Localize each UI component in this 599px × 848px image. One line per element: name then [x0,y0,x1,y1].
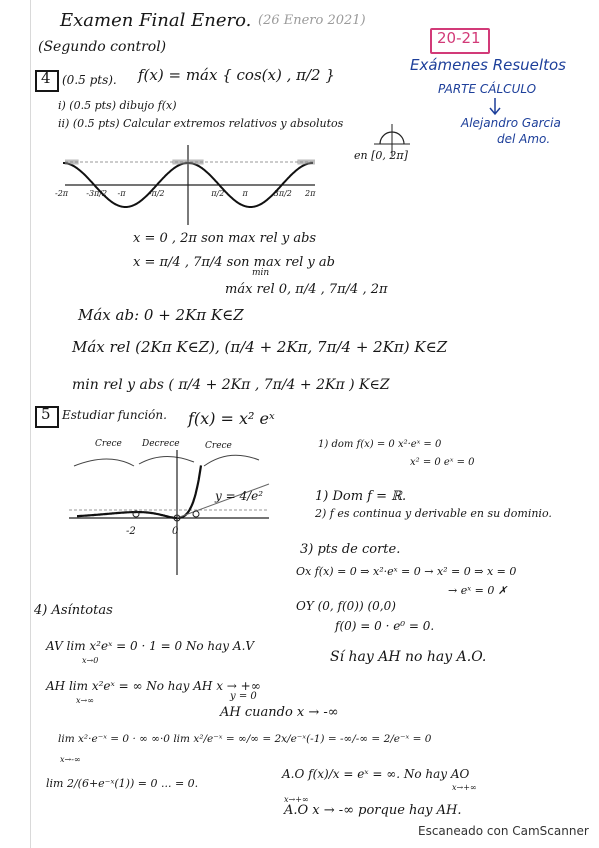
asintota-vertical: AV lim x²eˣ = 0 · 1 = 0 No hay A.V [46,639,255,653]
problem-4-line1: x = 0 , 2π son max rel y abs [133,231,317,246]
cos-graph-tick-label: π [242,189,248,198]
asintota-limit-2: lim x²·e⁻ˣ = 0 · ∞ ∞·0 lim x²/e⁻ˣ = ∞/∞ = 2x/e⁻ˣ(-1) = -∞/-∞ = 2/e⁻ˣ = 0 [58,733,432,745]
cos-graph-tick-label: 2π [305,189,316,198]
problem-5-function: f(x) = x² eˣ [188,409,275,428]
cos-graph-tick-label: π/2 [211,189,225,198]
page-margin-line [30,0,31,848]
exam-date: (26 Enero 2021) [258,13,366,28]
problem-5-right3: 2) f es continua y derivable en su dominio. [315,507,552,520]
problem-5-right6: OY (0, f(0)) (0,0) [296,599,396,613]
problem-4-item2: ii) (0.5 pts) Calcular extremos relativos y absolutos [58,117,344,130]
asintota-oblicua: A.O f(x)/x = eˣ = ∞. No hay AO [282,767,470,781]
course-badge: 20-21 [437,29,481,47]
problem-4-points: (0.5 pts). [62,73,117,87]
cos-max-graph [60,140,320,230]
problem-4-function: f(x) = máx { cos(x) , π/2 } [138,66,335,84]
problem-5-right1b: x² = 0 eˣ = 0 [410,457,475,468]
problem-5-right6b: f(0) = 0 · e⁰ = 0. [335,619,435,633]
graph-label-x-zero: 0 [172,526,179,537]
problem-4-line5: Máx rel (2Kπ K∈Z), (π/4 + 2Kπ, 7π/4 + 2Kπ) K∈Z [72,338,448,356]
graph-label-asymptote: y = 4/e² [215,489,264,503]
asintota-horizontal-left: AH cuando x → -∞ [220,705,339,720]
problem-5-right1: 1) dom f(x) = 0 x²·eˣ = 0 [318,439,442,450]
cos-graph-tick-label: -π/2 [148,189,165,198]
problem-4-interval: en [0, 2π] [354,149,408,162]
asintotas-heading: 4) Asíntotas [34,603,113,618]
graph-label-decrece: Decrece [142,439,180,449]
exam-title: Examen Final Enero. [60,10,252,31]
graph-label-crece-right: Crece [205,441,232,451]
asintota-oblicua-sub: x→+∞ [452,783,477,792]
problem-5-heading: Estudiar función. [62,408,167,422]
graph-label-crece-left: Crece [95,439,122,449]
brand-title: Exámenes Resueltos [410,56,566,74]
cos-graph-tick-label: -π [117,189,126,198]
author-name: Alejandro Garcia [461,116,561,130]
cos-graph-tick-label: 3π/2 [273,189,292,198]
problem-5-number: 5 [41,405,51,423]
problem-4-line6: min rel y abs ( π/4 + 2Kπ , 7π/4 + 2Kπ ) K∈Z [72,377,390,393]
scanner-watermark: Escaneado con CamScanner [418,824,589,838]
cos-graph-tick-label: -3π/2 [86,189,108,198]
asintota-last-sub: x→+∞ [284,795,309,804]
x2ex-graph [64,440,274,580]
brand-part: PARTE CÁLCULO [438,82,537,96]
asintota-horizontal: AH lim x²eˣ = ∞ No hay AH x → +∞ [46,679,261,693]
asintota-last: A.O x → -∞ porque hay AH. [284,803,462,818]
problem-5-right5b: → eˣ = 0 ✗ [448,584,508,597]
problem-4-number: 4 [41,69,51,87]
exam-subtitle: (Segundo control) [38,39,167,55]
author-surname: del Amo. [497,132,551,146]
arrow-down-icon [488,97,502,117]
asintota-limit-3: lim 2/(6+e⁻ˣ(1)) = 0 ... = 0. [46,777,199,790]
cos-graph-tick-label: -2π [55,189,69,198]
problem-4-line2b: min [252,268,270,278]
problem-4-line4: Máx ab: 0 + 2Kπ K∈Z [78,306,244,324]
problem-5-right2: 1) Dom f = ℝ. [315,489,407,504]
problem-4-item1: i) (0.5 pts) dibujo f(x) [58,99,177,112]
asintota-horizontal-y: y = 0 [230,691,257,702]
asintota-horizontal-sub: x→∞ [76,696,94,705]
problem-4-line2: x = π/4 , 7π/4 son max rel y ab [133,255,335,270]
problem-5-right5: Ox f(x) = 0 ⇒ x²·eˣ = 0 → x² = 0 ⇒ x = 0 [296,565,517,578]
problem-5-right4: 3) pts de corte. [300,542,401,557]
asintota-note: Sí hay AH no hay A.O. [330,649,487,665]
asintota-vertical-sub: x→0 [82,656,99,665]
problem-4-line3: máx rel 0, π/4 , 7π/4 , 2π [225,282,388,297]
graph-label-x-minus2: -2 [126,526,136,537]
asintota-limit-2-sub: x→-∞ [60,755,81,764]
